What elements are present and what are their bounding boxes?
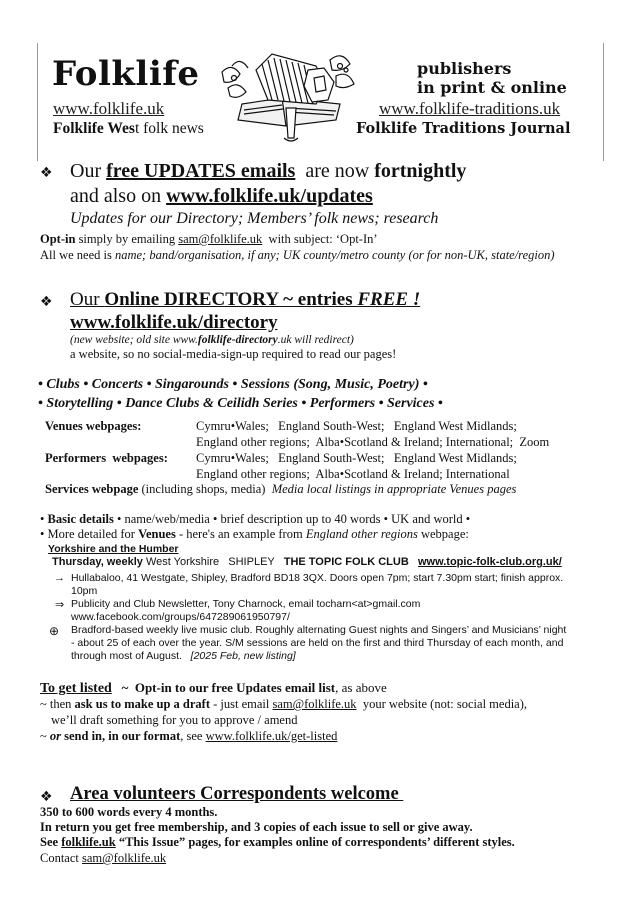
directory-url-link[interactable]: www.folklife.uk/directory: [70, 312, 278, 333]
example-contact-line-2: www.facebook.com/groups/647289061950797/: [71, 611, 290, 623]
get-listed-tilde-2: ~: [40, 729, 50, 743]
get-listed-line-1: [40, 680, 387, 697]
get-listed-url-link[interactable]: www.folklife.uk/get-listed: [205, 729, 338, 743]
example-desc-pre: through most of August.: [71, 650, 191, 662]
example-desc-line-2: - about 25 of each over the year. S/M sessions are held on the first and third Thursday of each month, and: [71, 637, 564, 649]
more-bold: Venues: [138, 527, 176, 541]
updates-line2-pre: and also on: [70, 185, 167, 207]
get-listed-line-3: we’ll draft something for you to approve / amend: [51, 713, 298, 727]
optin-email-link[interactable]: sam@folklife.uk: [178, 232, 263, 246]
double-arrow-icon: ⇒: [55, 599, 65, 611]
optin-mid: simply by emailing: [75, 232, 179, 246]
folklife-link[interactable]: folklife.uk: [61, 835, 116, 849]
example-desc-line-3: [71, 650, 296, 662]
get-listed-then: ~ then: [40, 697, 75, 711]
categories-line-1: • Clubs • Concerts • Singarounds • Sessions (Song, Music, Poetry) •: [38, 377, 428, 392]
folklife-url-link[interactable]: www.folklife.uk: [53, 99, 165, 118]
diamond-bullet-icon: ❖: [40, 294, 53, 310]
venues-regions-line-2: England other regions; Alba•Scotland & Ireland; International; Zoom: [196, 435, 550, 449]
basic-rest: • name/web/media • brief description up to 40 words • UK and world •: [113, 512, 471, 526]
volunteers-this-issue: “This Issue” pages, for examples online of correspondents’ different styles.: [115, 835, 515, 849]
services-line: [45, 482, 516, 497]
spacer: [409, 556, 418, 568]
folklife-west-bold: Folklife Wes: [53, 120, 135, 137]
updates-heading-line-1: [70, 160, 466, 183]
updates-line1-pre: Our: [70, 160, 107, 182]
basic-bold: Basic details: [47, 512, 114, 526]
optin-line: [40, 232, 378, 247]
directory-note: [70, 334, 354, 346]
get-listed-as-above: , as above: [335, 680, 387, 695]
diamond-bullet-icon: ❖: [40, 165, 53, 181]
folklife-traditions-url-link[interactable]: www.folklife-traditions.uk: [379, 99, 561, 118]
need-pre: All we need is: [40, 248, 115, 262]
volunteers-heading: Area volunteers Correspondents welcome: [70, 784, 404, 804]
example-day: Thursday, weekly: [52, 556, 143, 568]
updates-description: Updates for our Directory; Members’ folk news; research: [70, 210, 439, 227]
get-listed-or: or: [49, 729, 62, 743]
get-listed-send-in: send in, in our format: [61, 729, 181, 743]
services-italic: Media local listings in appropriate Venues pages: [271, 482, 517, 496]
publishers-line-2: in print & online: [417, 78, 567, 97]
volunteers-see: See: [40, 835, 62, 849]
performers-regions-line-1: Cymru•Wales; England South-West; England West Midlands;: [196, 451, 517, 465]
example-region-heading: Yorkshire and the Humber: [48, 543, 179, 555]
directory-note-pre: (new website; old site www.: [70, 334, 198, 346]
example-venue-line-2: 10pm: [71, 585, 98, 597]
folklife-traditions-journal-subtitle: Folklife Traditions Journal: [356, 120, 571, 137]
need-italic: name; band/organisation, if any; UK county/metro county (or for non-UK, state/region): [114, 248, 555, 262]
example-listing-date: [2025 Feb, new listing]: [190, 650, 296, 662]
publishers-line-1: publishers: [417, 59, 512, 78]
example-club-name: THE TOPIC FOLK CLUB: [283, 556, 409, 568]
example-listing-header: [52, 556, 562, 568]
more-post: webpage:: [417, 527, 469, 541]
contact-email-link[interactable]: sam@folklife.uk: [82, 851, 167, 865]
updates-heading-line-2: [70, 185, 373, 208]
get-listed-tilde: ~: [111, 680, 135, 695]
directory-title-bold: Online DIRECTORY ~ entries: [104, 289, 358, 310]
more-italic: England other regions: [305, 527, 418, 541]
header-right-rule: [603, 43, 604, 161]
directory-note-bold: folklife-directory: [197, 334, 278, 346]
volunteers-contact: [40, 851, 166, 866]
venues-regions-line-1: Cymru•Wales; England South-West; England West Midlands;: [196, 419, 517, 433]
updates-url-link[interactable]: www.folklife.uk/updates: [166, 185, 373, 207]
updates-line1-mid: are now: [295, 160, 375, 182]
basic-details-line: [40, 512, 470, 527]
get-listed-email-link[interactable]: sam@folklife.uk: [272, 697, 357, 711]
example-desc-line-1: Bradford-based weekly live music club. Roughly alternating Guest nights and Singers’ and Musicians’ night: [71, 624, 567, 636]
get-listed-see: , see: [180, 729, 206, 743]
example-county: West Yorkshire SHIPLEY: [142, 556, 284, 568]
get-listed-optin: Opt-in to our free Updates email list: [134, 680, 336, 695]
directory-title-pre: Our: [70, 289, 105, 310]
masthead-title: Folklife: [52, 54, 200, 94]
directory-website-line: a website, so no social-media-sign-up required to read our pages!: [70, 347, 397, 361]
folklife-west-subtitle: [53, 120, 204, 138]
more-detailed-line: [40, 527, 469, 542]
get-listed-website: your website (not: social media),: [356, 697, 528, 711]
services-bold: Services webpage: [45, 482, 139, 496]
more-mid: - here's an example from: [175, 527, 306, 541]
get-listed-just-email: - just email: [209, 697, 273, 711]
fortnightly-text: fortnightly: [374, 160, 467, 182]
get-listed-line-2: [40, 697, 527, 712]
topic-folk-club-url-link[interactable]: www.topic-folk-club.org.uk/: [417, 556, 562, 568]
circle-plus-icon: ⊕: [49, 624, 60, 638]
arrow-right-icon: →: [54, 572, 65, 584]
free-updates-emails-link[interactable]: free UPDATES emails: [106, 160, 296, 182]
optin-rest: with subject: ‘Opt-In’: [262, 232, 378, 246]
get-listed-draft: ask us to make up a draft: [74, 697, 210, 711]
example-venue-line-1: Hullabaloo, 41 Westgate, Shipley, Bradford BD18 3QX. Doors open 7pm; start 7.30pm start; finish approx.: [71, 572, 564, 584]
volunteers-line-2: In return you get free membership, and 3 copies of each issue to sell or give away.: [40, 820, 473, 834]
venues-label: Venues webpages:: [45, 419, 142, 433]
concertina-logo-icon: [212, 42, 362, 144]
performers-label: Performers webpages:: [45, 451, 168, 465]
example-contact-line-1: Publicity and Club Newsletter, Tony Charnock, email tocharn<at>gmail.com: [71, 598, 421, 610]
basic-pre: •: [40, 512, 48, 526]
need-line: [40, 248, 555, 263]
get-listed-title: To get listed: [40, 681, 112, 696]
diamond-bullet-icon: ❖: [40, 789, 53, 805]
directory-heading: [70, 289, 420, 311]
performers-regions-line-2: England other regions; Alba•Scotland & Ireland; International: [196, 467, 510, 481]
directory-note-post: .uk will redirect): [277, 334, 354, 346]
optin-bold: Opt-in: [40, 232, 76, 246]
contact-label: Contact: [40, 851, 83, 865]
services-rest: (including shops, media): [138, 482, 272, 496]
folklife-west-rest: t folk news: [134, 120, 204, 137]
volunteers-line-3: [40, 835, 515, 850]
directory-title-free: FREE !: [357, 289, 421, 310]
volunteers-line-1: 350 to 600 words every 4 months.: [40, 805, 218, 819]
get-listed-line-4: [40, 729, 337, 744]
categories-line-2: • Storytelling • Dance Clubs & Ceilidh Series • Performers • Services •: [38, 396, 443, 411]
header-left-rule: [37, 43, 38, 161]
more-pre: • More detailed for: [40, 527, 139, 541]
